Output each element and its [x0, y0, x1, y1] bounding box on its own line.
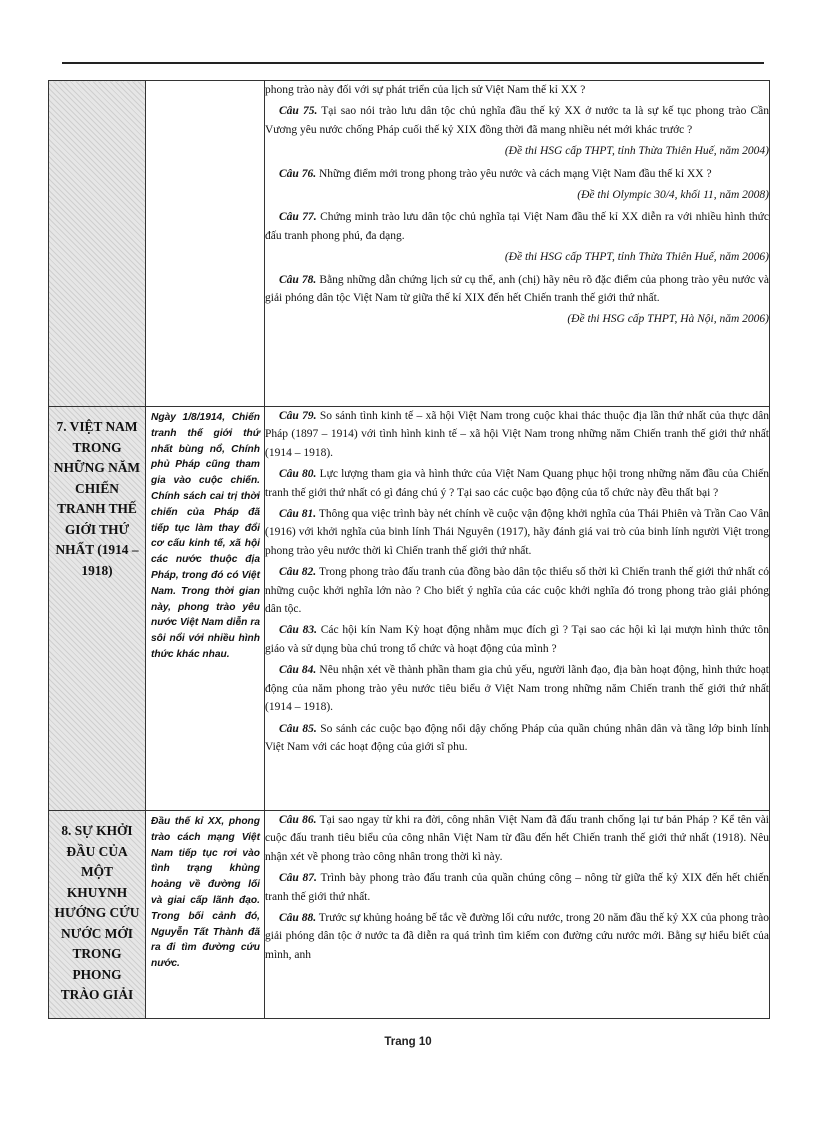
question-number: Câu 80. — [279, 468, 317, 481]
topic-summary: Ngày 1/8/1914, Chiến tranh thế giới thứ nhất bùng nổ, Chính phủ Pháp cũng tham gia vào cuộc chiến. Chính sách cai trị thời chiến của Pháp đã tiếp tục làm thay đổi cơ cấu kinh tế, xã hội các nước thuộc địa Pháp, trong đó có Việt Nam. Trong thời gian này, phong trào yêu nước Việt Nam diễn ra sôi nổi với nhiều hình thức khác nhau. — [151, 412, 260, 660]
question-text: Thông qua việc trình bày nét chính về cuộc vận động khởi nghĩa của Thái Phiên và Trần Cao Vân (1916) với khởi nghĩa của binh lính Thái Nguyên (1917), hãy đánh giá vai trò của binh lính người Việt trong phong trào yêu nước thời kì Chiến tranh thế giới thứ nhất. — [265, 508, 769, 557]
topic-title — [49, 81, 145, 91]
question-number: Câu 75. — [279, 105, 318, 118]
question-number: Câu 86. — [279, 814, 317, 826]
question-text: Các hội kín Nam Kỳ hoạt động nhằm mục đích gì ? Tại sao các hội kì lại mượn hình thức tôn giáo và sử dụng bùa chú trong tổ chức và hoạt động của mình ? — [265, 624, 769, 655]
topic-title: 8. SỰ KHỞI ĐẦU CỦA MỘT KHUYNH HƯỚNG CỨU NƯỚC MỚI TRONG PHONG TRÀO GIẢI — [54, 823, 140, 1002]
question-text: So sánh tình kinh tế – xã hội Việt Nam trong cuộc khai thác thuộc địa lần thứ nhất của thực dân Pháp (1897 – 1914) với tình hình kinh tế – xã hội Việt Nam trong những năm Chiến tranh thế giới thứ nhất (1914 – 1918). — [265, 410, 770, 459]
question-item — [265, 505, 769, 560]
question-number: Câu 88. — [279, 912, 317, 925]
question-text: Trước sự khủng hoảng bế tắc về đường lối cứu nước, trong 20 năm đầu thế kỷ XX của phong trào giải phóng dân tộc ở nước ta đã diễn ra quá trình tìm kiếm con đường cứu nước mới. Bằng sự hiểu biết của mình, anh — [265, 912, 769, 961]
question-item — [265, 271, 769, 308]
question-item — [265, 869, 769, 906]
summary-cell — [146, 811, 265, 1019]
question-text: Tại sao nói trào lưu dân tộc chủ nghĩa đầu thế kỷ XX ở nước ta là sự kế tục phong trào Cần Vương yêu nước chống Pháp cuối thế kỷ XIX đồng thời đã mang nhiều nét mới khác trước ? — [265, 105, 769, 136]
question-text: Trong phong trào đấu tranh của đồng bào dân tộc thiểu số thời kì Chiến tranh thế giới thứ nhất có những cuộc khởi nghĩa lớn nào ? Cho biết ý nghĩa của các cuộc khởi nghĩa đó trong phong trào giải phóng dân tộc. — [265, 566, 769, 616]
question-number: Câu 79. — [279, 410, 317, 422]
question-number: Câu 78. — [279, 273, 317, 286]
question-item — [265, 102, 769, 139]
question-number: Câu 83. — [279, 624, 317, 637]
question-item — [265, 909, 769, 964]
question-item — [265, 811, 769, 866]
question-item — [265, 563, 769, 618]
question-text: Chứng minh trào lưu dân tộc chủ nghĩa tại Việt Nam đầu thế kỉ XX diễn ra với nhiều hình thức đấu tranh phong phú, đa dạng. — [265, 211, 769, 242]
topic-cell — [49, 407, 146, 811]
topic-cell — [49, 81, 146, 407]
question-number: Câu 82. — [279, 566, 317, 579]
summary-cell — [146, 407, 265, 811]
topic-summary: Đầu thế kỉ XX, phong trào cách mạng Việt Nam tiếp tục rơi vào tình trạng khủng hoảng về đường lối và giai cấp lãnh đạo. Trong bối cảnh đó, Nguyễn Tất Thành đã ra đi tìm đường cứu nước. — [151, 816, 260, 970]
header-rule — [62, 62, 764, 64]
question-text: Tại sao ngay từ khi ra đời, công nhân Việt Nam đã đấu tranh chống lại tư bản Pháp ? Kể tên vài cuộc đấu tranh tiêu biểu của công nhân Việt Nam từ đầu đến hết Chiến tranh thế giới thứ nhất (1918). Nêu nhận xét về phong trào công nhân trong thời kì này. — [265, 814, 769, 863]
table-row — [49, 407, 770, 811]
question-item — [265, 465, 769, 502]
question-item — [265, 621, 769, 658]
table-row — [49, 811, 770, 1019]
question-source: (Đề thi HSG cấp THPT, tỉnh Thừa Thiên Huế, năm 2006) — [504, 251, 769, 264]
question-source: (Đề thi Olympic 30/4, khối 11, năm 2008) — [577, 189, 769, 202]
question-text: Trình bày phong trào đấu tranh của quần chúng công – nông từ giữa thế kỷ XIX đến hết chiến tranh thế giới thứ nhất. — [265, 872, 769, 903]
question-number: Câu 77. — [279, 211, 317, 224]
questions-cell — [265, 811, 770, 1019]
question-item — [265, 661, 769, 716]
question-text: Lực lượng tham gia và hình thức của Việt Nam Quang phục hội trong những năm đầu của Chiến tranh thế giới thứ nhất có gì đáng chú ý ? Tại sao các cuộc bạo động của tổ chức này đều thất bại ? — [265, 468, 769, 499]
questions-cell — [265, 81, 770, 407]
summary-cell — [146, 81, 265, 407]
question-item — [265, 208, 769, 245]
question-text: Những điểm mới trong phong trào yêu nước và cách mạng Việt Nam đầu thế kỉ XX ? — [318, 167, 712, 180]
question-text: Bằng những dẫn chứng lịch sử cụ thể, anh (chị) hãy nêu rõ đặc điểm của phong trào yêu nước và giải phóng dân tộc Việt Nam từ giữa thế kỉ XIX đến hết Chiến tranh thế giới thứ nhất. — [265, 273, 770, 305]
question-number: Câu 81. — [279, 508, 317, 521]
topic-table — [48, 80, 770, 1019]
question-source: (Đề thi HSG cấp THPT, tỉnh Thừa Thiên Huế, năm 2004) — [504, 145, 769, 158]
topic-cell — [49, 811, 146, 1019]
question-number: Câu 87. — [279, 872, 317, 885]
question-text: phong trào này đối với sự phát triển của lịch sử Việt Nam thế kỉ XX ? — [265, 84, 586, 96]
question-source: (Đề thi HSG cấp THPT, Hà Nội, năm 2006) — [567, 313, 769, 326]
question-number: Câu 85. — [279, 722, 317, 735]
question-text: Nêu nhận xét về thành phần tham gia chủ yếu, người lãnh đạo, địa bàn hoạt động, hình thức hoạt động của năm phong trào yêu nước tiêu biểu ở Việt Nam trong những năm Chiến tranh thế giới thứ nhất (1914 – 1918). — [265, 664, 769, 714]
topic-title: 7. VIỆT NAM TRONG NHỮNG NĂM CHIẾN TRANH THẾ GIỚI THỨ NHẤT (1914 – 1918) — [53, 419, 141, 578]
question-item — [265, 407, 769, 462]
question-item — [265, 720, 769, 757]
topic-summary — [146, 81, 264, 84]
question-number: Câu 84. — [279, 664, 317, 677]
questions-cell — [265, 407, 770, 811]
table-row — [49, 81, 770, 407]
question-text: So sánh các cuộc bạo động nổi dậy chống Pháp của quần chúng nhân dân và tầng lớp binh lính Việt Nam với các hoạt động của giới sĩ phu. — [265, 722, 769, 753]
question-item — [265, 165, 769, 183]
page-number: Trang 10 — [384, 1036, 432, 1048]
question-item — [265, 81, 769, 99]
question-number: Câu 76. — [279, 167, 317, 180]
